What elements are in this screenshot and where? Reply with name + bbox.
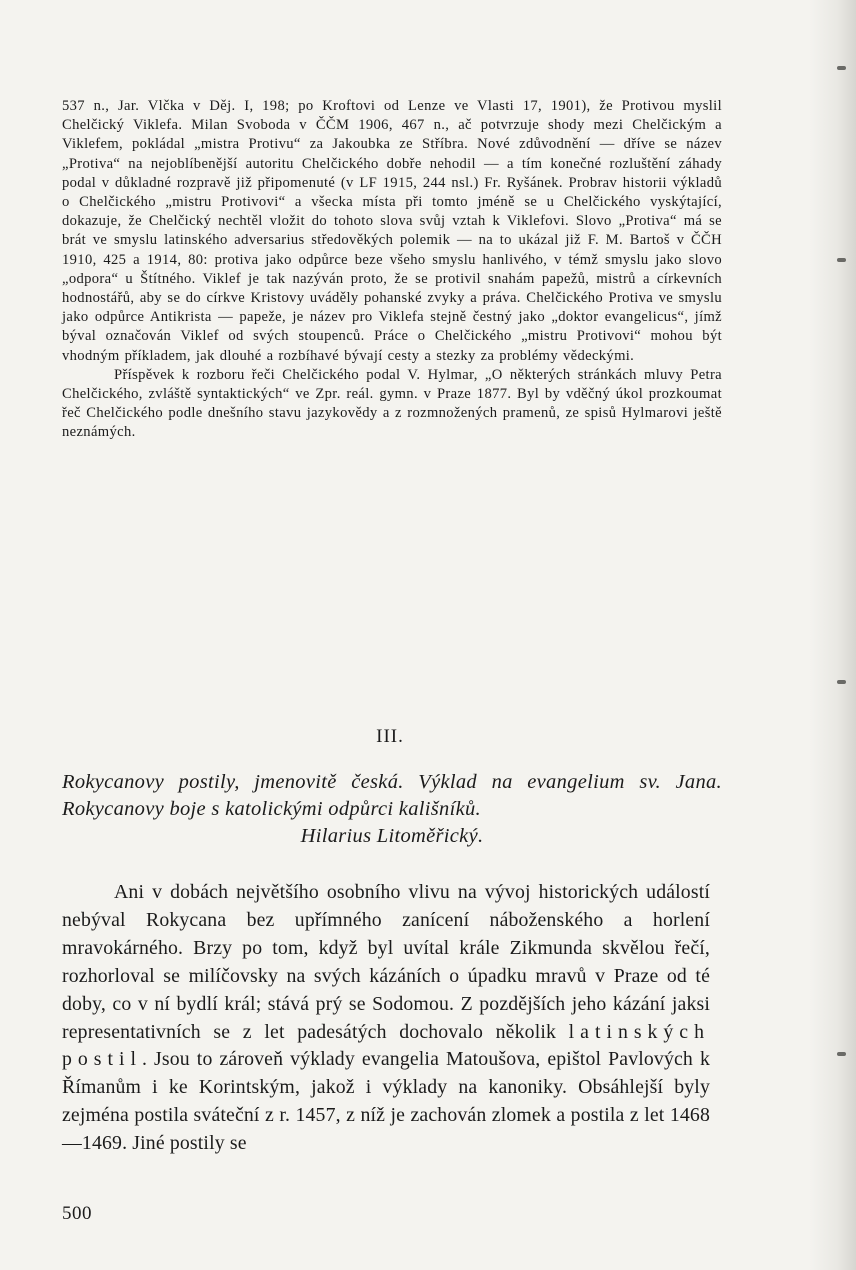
edge-mark xyxy=(837,680,846,684)
edge-mark xyxy=(837,66,846,70)
footnote-paragraph: 537 n., Jar. Vlčka v Děj. I, 198; po Kroftovi od Lenze ve Vlasti 17, 1901), že Protivou myslil Chelčický Viklefa. Milan Svoboda v ČČM 1906, 467 n., ač potvrzuje shody mezi Chelčickým a Viklefem, pokládal „mistra Protivu“ za Jakoubka ze Stříbra. Nové zdůvodnění — dříve se název „Protiva“ na nejoblíbenější autoritu Chelčického dobře nehodil — a tím konečné rozluštění záhady podal v důkladné rozpravě již připomenuté (v LF 1915, 244 nsl.) Fr. Ryšánek. Probrav historii výkladů o Chelčického „mistru Protivovi“ a všecka místa při tomto jméně se u Chelčického vyskýtající, dokazuje, že Chelčický nechtěl vložit do tohoto slova svůj vztah k Viklefovi. Slovo „Protiva“ má se brát ve smyslu latinského adversarius středověkých polemik — na to ukázal již F. M. Bartoš v ČČH 1910, 425 a 1914, 80: protiva jako odpůrce beze všeho smyslu hanlivého, v témž smyslu jako slovo „odpora“ u Štítného. Viklef je tak nazýván proto, že se protivil snahám papežů, mistrů a církevních hodnostářů, aby se do církve Kristovy uváděly pohanské zvyky a práva. Chelčického Protiva ve smyslu jako odpůrce Antikrista — papeže, je název pro Viklefa stejně čestný jako „doktor evangelicus“, jímž býval označován Viklef od svých stoupenců. Práce o Chelčického „mistru Protivovi“ mohou být vhodným příkladem, jak dlouhé a rozbíhavé bývají cesty a stezky za problémy vědeckými. xyxy=(62,98,722,364)
footnote-block xyxy=(62,97,722,443)
page-number: 500 xyxy=(62,1203,92,1224)
edge-mark xyxy=(837,1052,846,1056)
body-text xyxy=(62,879,710,1158)
edge-mark xyxy=(837,258,846,262)
chapter-title-subtitle: Hilarius Litoměřický. xyxy=(300,825,484,847)
body-text-part: . Jsou to zároveň výklady evangelia Matoušova, epištol Pavlových k Římanům i ke Korintským, jakož i výklady na kanoniky. Obsáhlejší byly zejména postila sváteční z r. 1457, z níž je zachován zlomek a postila z let 1468—1469. Jiné postily se xyxy=(62,1048,710,1155)
page-edge-shadow xyxy=(810,0,856,1270)
chapter-title xyxy=(62,769,722,850)
section-number: III. xyxy=(376,726,404,747)
body-paragraph xyxy=(62,879,710,1158)
body-text-part: Ani v dobách největšího osobního vlivu na vývoj historických událostí nebýval Rokycana bez upřímného zanícení náboženského a horlení mravokárného. Brzy po tom, když byl uvítal krále Zikmunda skvělou řečí, rozhorloval se milíčovsky na svých kázáních o úpadku mravů v Praze od té doby, co v ní bydlí král; stává prý se Sodomou. Z pozdějších jeho kázání jaksi representativních se z let padesátých dochovalo několik xyxy=(62,881,710,1043)
footnote-paragraph: Příspěvek k rozboru řeči Chelčického podal V. Hylmar, „O některých stránkách mluvy Petra Chelčického, zvláště syntaktických“ ve Zpr. reál. gymn. v Praze 1877. Byl by vděčný úkol prozkoumat řeč Chelčického podle dnešního stavu jazykovědy a z rozmnožených pramenů, ze spisů Hylmarovi ještě neznámých. xyxy=(62,366,722,441)
chapter-title-main: Rokycanovy postily, jmenovitě česká. Výklad na evangelium sv. Jana. Rokycanovy boje s katolickými odpůrci kališníků. xyxy=(62,771,722,820)
spaced-term: latinských postil xyxy=(62,1020,710,1071)
